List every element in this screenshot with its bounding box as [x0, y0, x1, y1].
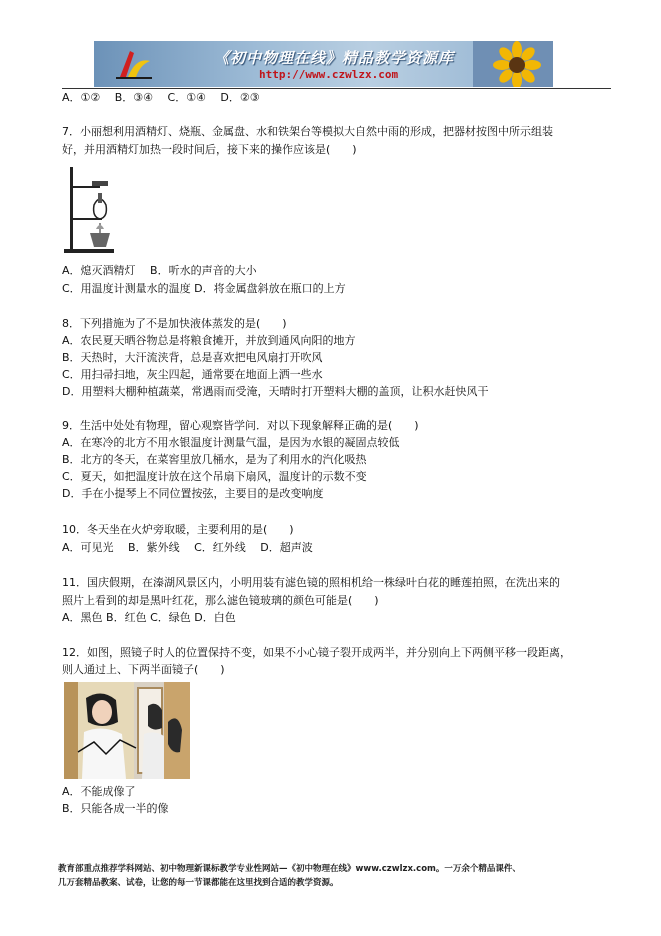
- q9-option-d: D．手在小提琴上不同位置按弦，主要目的是改变响度: [62, 487, 324, 500]
- q7-stem-line2: 好，并用酒精灯加热一段时间后，接下来的操作应该是( ): [62, 143, 357, 156]
- q9-option-c: C．夏天，如把温度计放在这个吊扇下扇风，温度计的示数不变: [62, 470, 367, 483]
- site-url[interactable]: http://www.czwlzx.com: [259, 68, 399, 81]
- header-banner: [94, 41, 553, 87]
- q11-stem-line1: 11．国庆假期，在溱湖风景区内，小明用装有滤色镜的照相机给一株绿叶白花的睡莲拍照，在洗出来的: [62, 576, 560, 589]
- header-divider: [62, 88, 611, 89]
- sunflower-icon: [473, 41, 553, 87]
- footer-line1: 教育部重点推荐学科网站、初中物理新课标教学专业性网站—《初中物理在线》www.czwlzx.com。一万余个精品课件、: [58, 864, 521, 874]
- page-footer: [58, 862, 618, 890]
- q9-stem: 9．生活中处处有物理，留心观察皆学问．对以下现象解释正确的是( ): [62, 419, 419, 432]
- q9-option-a: A．在寒冷的北方不用水银温度计测量气温，是因为水银的凝固点较低: [62, 436, 400, 449]
- q8-option-b: B．天热时，大汗流浃背，总是喜欢把电风扇打开吹风: [62, 351, 323, 364]
- logo-icon: [114, 47, 154, 81]
- q8-stem: 8．下列措施为了不是加快液体蒸发的是( ): [62, 317, 287, 330]
- q12-stem-line2: 则人通过上、下两半面镜子( ): [62, 663, 225, 676]
- apparatus-figure: [62, 163, 116, 255]
- q6-options: A．①② B．③④ C．①④ D．②③: [62, 91, 260, 104]
- q7-options-line1: A．熄灭酒精灯 B．听水的声音的大小: [62, 264, 257, 277]
- mirror-photo: [64, 682, 190, 779]
- q10-stem: 10．冬天坐在火炉旁取暖，主要利用的是( ): [62, 523, 294, 536]
- footer-line2: 几万套精品教案、试卷，让您的每一节课都能在这里找到合适的教学资源。: [58, 878, 339, 888]
- q11-stem-line2: 照片上看到的却是黑叶红花，那么滤色镜玻璃的颜色可能是( ): [62, 594, 379, 607]
- q12-option-b: B．只能各成一半的像: [62, 802, 169, 815]
- q12-option-a: A．不能成像了: [62, 785, 136, 798]
- q7-stem-line1: 7．小丽想利用酒精灯、烧瓶、金属盘、水和铁架台等模拟大自然中雨的形成，把器材按图中所示组装: [62, 125, 553, 138]
- q10-options: A．可见光 B．紫外线 C．红外线 D．超声波: [62, 541, 313, 554]
- q8-option-c: C．用扫帚扫地，灰尘四起，通常要在地面上洒一些水: [62, 368, 323, 381]
- q7-options-line2: C．用温度计测量水的温度 D．将金属盘斜放在瓶口的上方: [62, 282, 346, 295]
- q9-option-b: B．北方的冬天，在菜窖里放几桶水，是为了利用水的汽化吸热: [62, 453, 367, 466]
- q12-stem-line1: 12．如图，照镜子时人的位置保持不变，如果不小心镜子裂开成两半，并分别向上下两侧平移一段距离，: [62, 646, 571, 659]
- q8-option-d: D．用塑料大棚种植蔬菜，常遇雨而受淹，天晴时打开塑料大棚的盖顶，让积水赶快风干: [62, 385, 489, 398]
- site-title: 《初中物理在线》精品教学资源库: [214, 49, 455, 67]
- q11-options: A．黑色 B．红色 C．绿色 D．白色: [62, 611, 236, 624]
- q8-option-a: A．农民夏天晒谷物总是将粮食摊开，并放到通风向阳的地方: [62, 334, 356, 347]
